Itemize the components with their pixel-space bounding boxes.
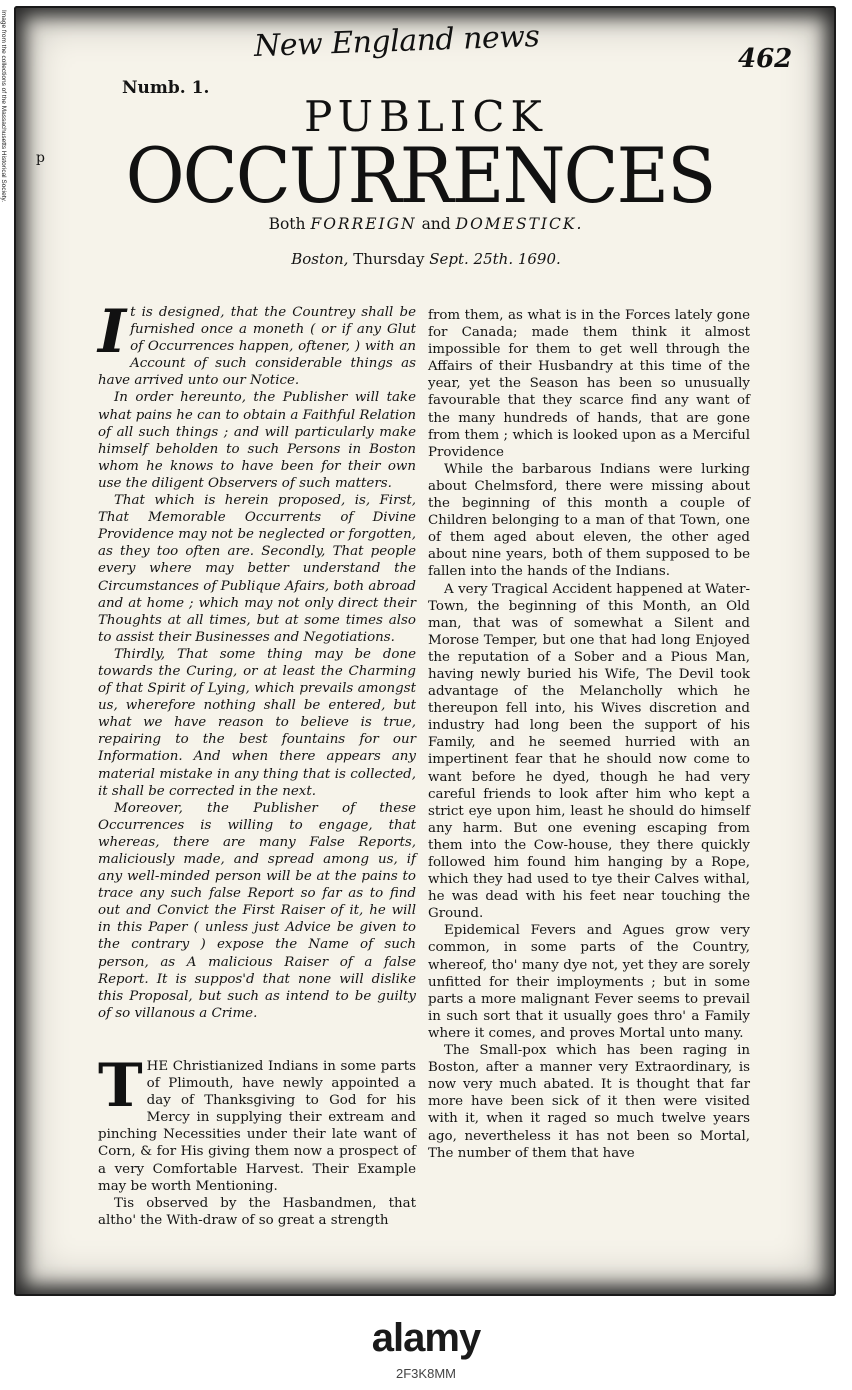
paragraph: While the barbarous Indians were lurking about Chelmsford, there were missing about the beginning of this month a couple of Children belonging to a man of that Town, one of them aged about eleven, the other aged about nine years, both of them supposed to be fallen into the hands of the Indians. <box>428 461 750 580</box>
paragraph: The Small-pox which has been raging in Boston, after a manner very Extraordinary, is now very much abated. It is thought that far more have been sick of it then were visited with it, when it raged so much twelve years ago, nevertheless it has not been so Mortal, The number of them that have <box>428 1043 750 1161</box>
subtitle-both: Both <box>268 215 306 233</box>
subtitle <box>0 215 852 233</box>
masthead-line-2: OCCURRENCES <box>125 131 715 221</box>
right-column <box>428 307 750 1162</box>
subtitle-forreign: FORREIGN <box>310 215 417 233</box>
alamy-logo: alamy <box>371 1316 481 1360</box>
paragraph: Moreover, the Publisher of these Occurrences is willing to engage, that whereas, there are many False Reports, maliciously made, and spread among us, if any well-minded person will be at the pains to trace any such false Report so far as to find out and Convict the First Raiser of it, he will in this Paper ( unless just Advice be given to the contrary ) expose the Name of such person, as A malicious Raiser of a false Report. It is suppos'd that none will dislike this Proposal, but such as intend to be guilty of so villanous a Crime. <box>98 800 416 1021</box>
paragraph: Tis observed by the Hasbandmen, that altho' the With-draw of so great a strength <box>98 1195 416 1228</box>
dateline-day: Thursday <box>353 250 425 268</box>
page-number: 462 <box>738 44 793 74</box>
stock-id: 2F3K8MM <box>396 1366 456 1381</box>
subtitle-domestick: DOMESTICK. <box>455 215 584 233</box>
side-credit: Image from the collections of the Massachusetts Historical Society. <box>0 10 7 203</box>
issue-number: Numb. 1. <box>122 78 210 98</box>
drop-cap: T <box>98 1050 143 1121</box>
left-column <box>98 297 416 1229</box>
dateline-place: Boston, <box>291 250 349 268</box>
handwritten-note: New England news <box>253 19 540 64</box>
paragraph: from them, as what is in the Forces lately gone for Canada; made them think it almost impossible for them to get well through the Affairs of their Husbandry at this time of the year, yet the Season has been so unusually favourable that they scarce find any want of the many hundreds of hands, that are gone from them ; which is looked upon as a Merciful Providence <box>428 308 750 460</box>
subtitle-and: and <box>421 215 451 233</box>
paragraph: That which is herein proposed, is, First, That Memorable Occurrents of Divine Providence may not be neglected or forgotten, as they too often are. Secondly, That people every where may better understand the Circumstances of Publique Afairs, both abroad and at home ; which may not only direct their Thoughts at all times, but at some times also to assist their Businesses and Negotiations. <box>98 493 416 645</box>
paragraph: Thirdly, That some thing may be done towards the Curing, or at least the Charming of that Spirit of Lying, which prevails amongst us, wherefore nothing shall be entered, but what we have reason to believe is true, repairing to the best fountains for our Information. And when there appears any material mistake in any thing that is collected, it shall be corrected in the next. <box>98 646 416 799</box>
paragraph: Epidemical Fevers and Agues grow very common, in some parts of the Country, whereof, tho' many dye not, yet they are sorely unfitted for their imployments ; but in some parts a more malignant Fever seems to prevail in such sort that it usually goes thro' a Family where it comes, and proves Mortal unto many. <box>428 923 750 1041</box>
drop-cap: I <box>98 297 127 367</box>
dateline <box>0 250 852 268</box>
masthead-line-1: PUBLICK <box>304 92 548 141</box>
dateline-date: Sept. 25th. 1690. <box>429 250 561 268</box>
margin-mark: p <box>36 150 45 166</box>
paragraph: It is designed, that the Countrey shall be furnished once a moneth ( or if any Glut of Occurrences happen, oftener, ) with an Account of such considerable things as have arrived unto our Notice. <box>98 297 416 389</box>
paragraph: THE Christianized Indians in some parts of Plimouth, have newly appointed a day of Thanksgiving to God for his Mercy in supplying their extream and pinching Necessities under their late want of Corn, & for His giving them now a prospect of a very Comfortable Harvest. Their Example may be worth Mentioning. <box>98 1050 416 1194</box>
paragraph: A very Tragical Accident happened at Water-Town, the beginning of this Month, an Old man, that was of somewhat a Silent and Morose Temper, but one that had long Enjoyed the reputation of a Sober and a Pious Man, having newly buried his Wife, The Devil took advantage of the Melancholly which he thereupon fell into, his Wives discretion and industry had long been the support of his Family, and he seemed hurried with an impertinent fear that he should now come to want before he dyed, though he had very careful friends to look after him who kept a strict eye upon him, least he should do himself any harm. But one evening escaping from them into the Cow-house, they there quickly followed him found him hanging by a Rope, which they had used to tye their Calves withal, he was dead with his feet near touching the Ground. <box>428 581 750 922</box>
paragraph: In order hereunto, the Publisher will take what pains he can to obtain a Faithful Relation of all such things ; and will particularly make himself beholden to such Persons in Boston whom he knows to have been for their own use the diligent Observers of such matters. <box>98 390 416 491</box>
